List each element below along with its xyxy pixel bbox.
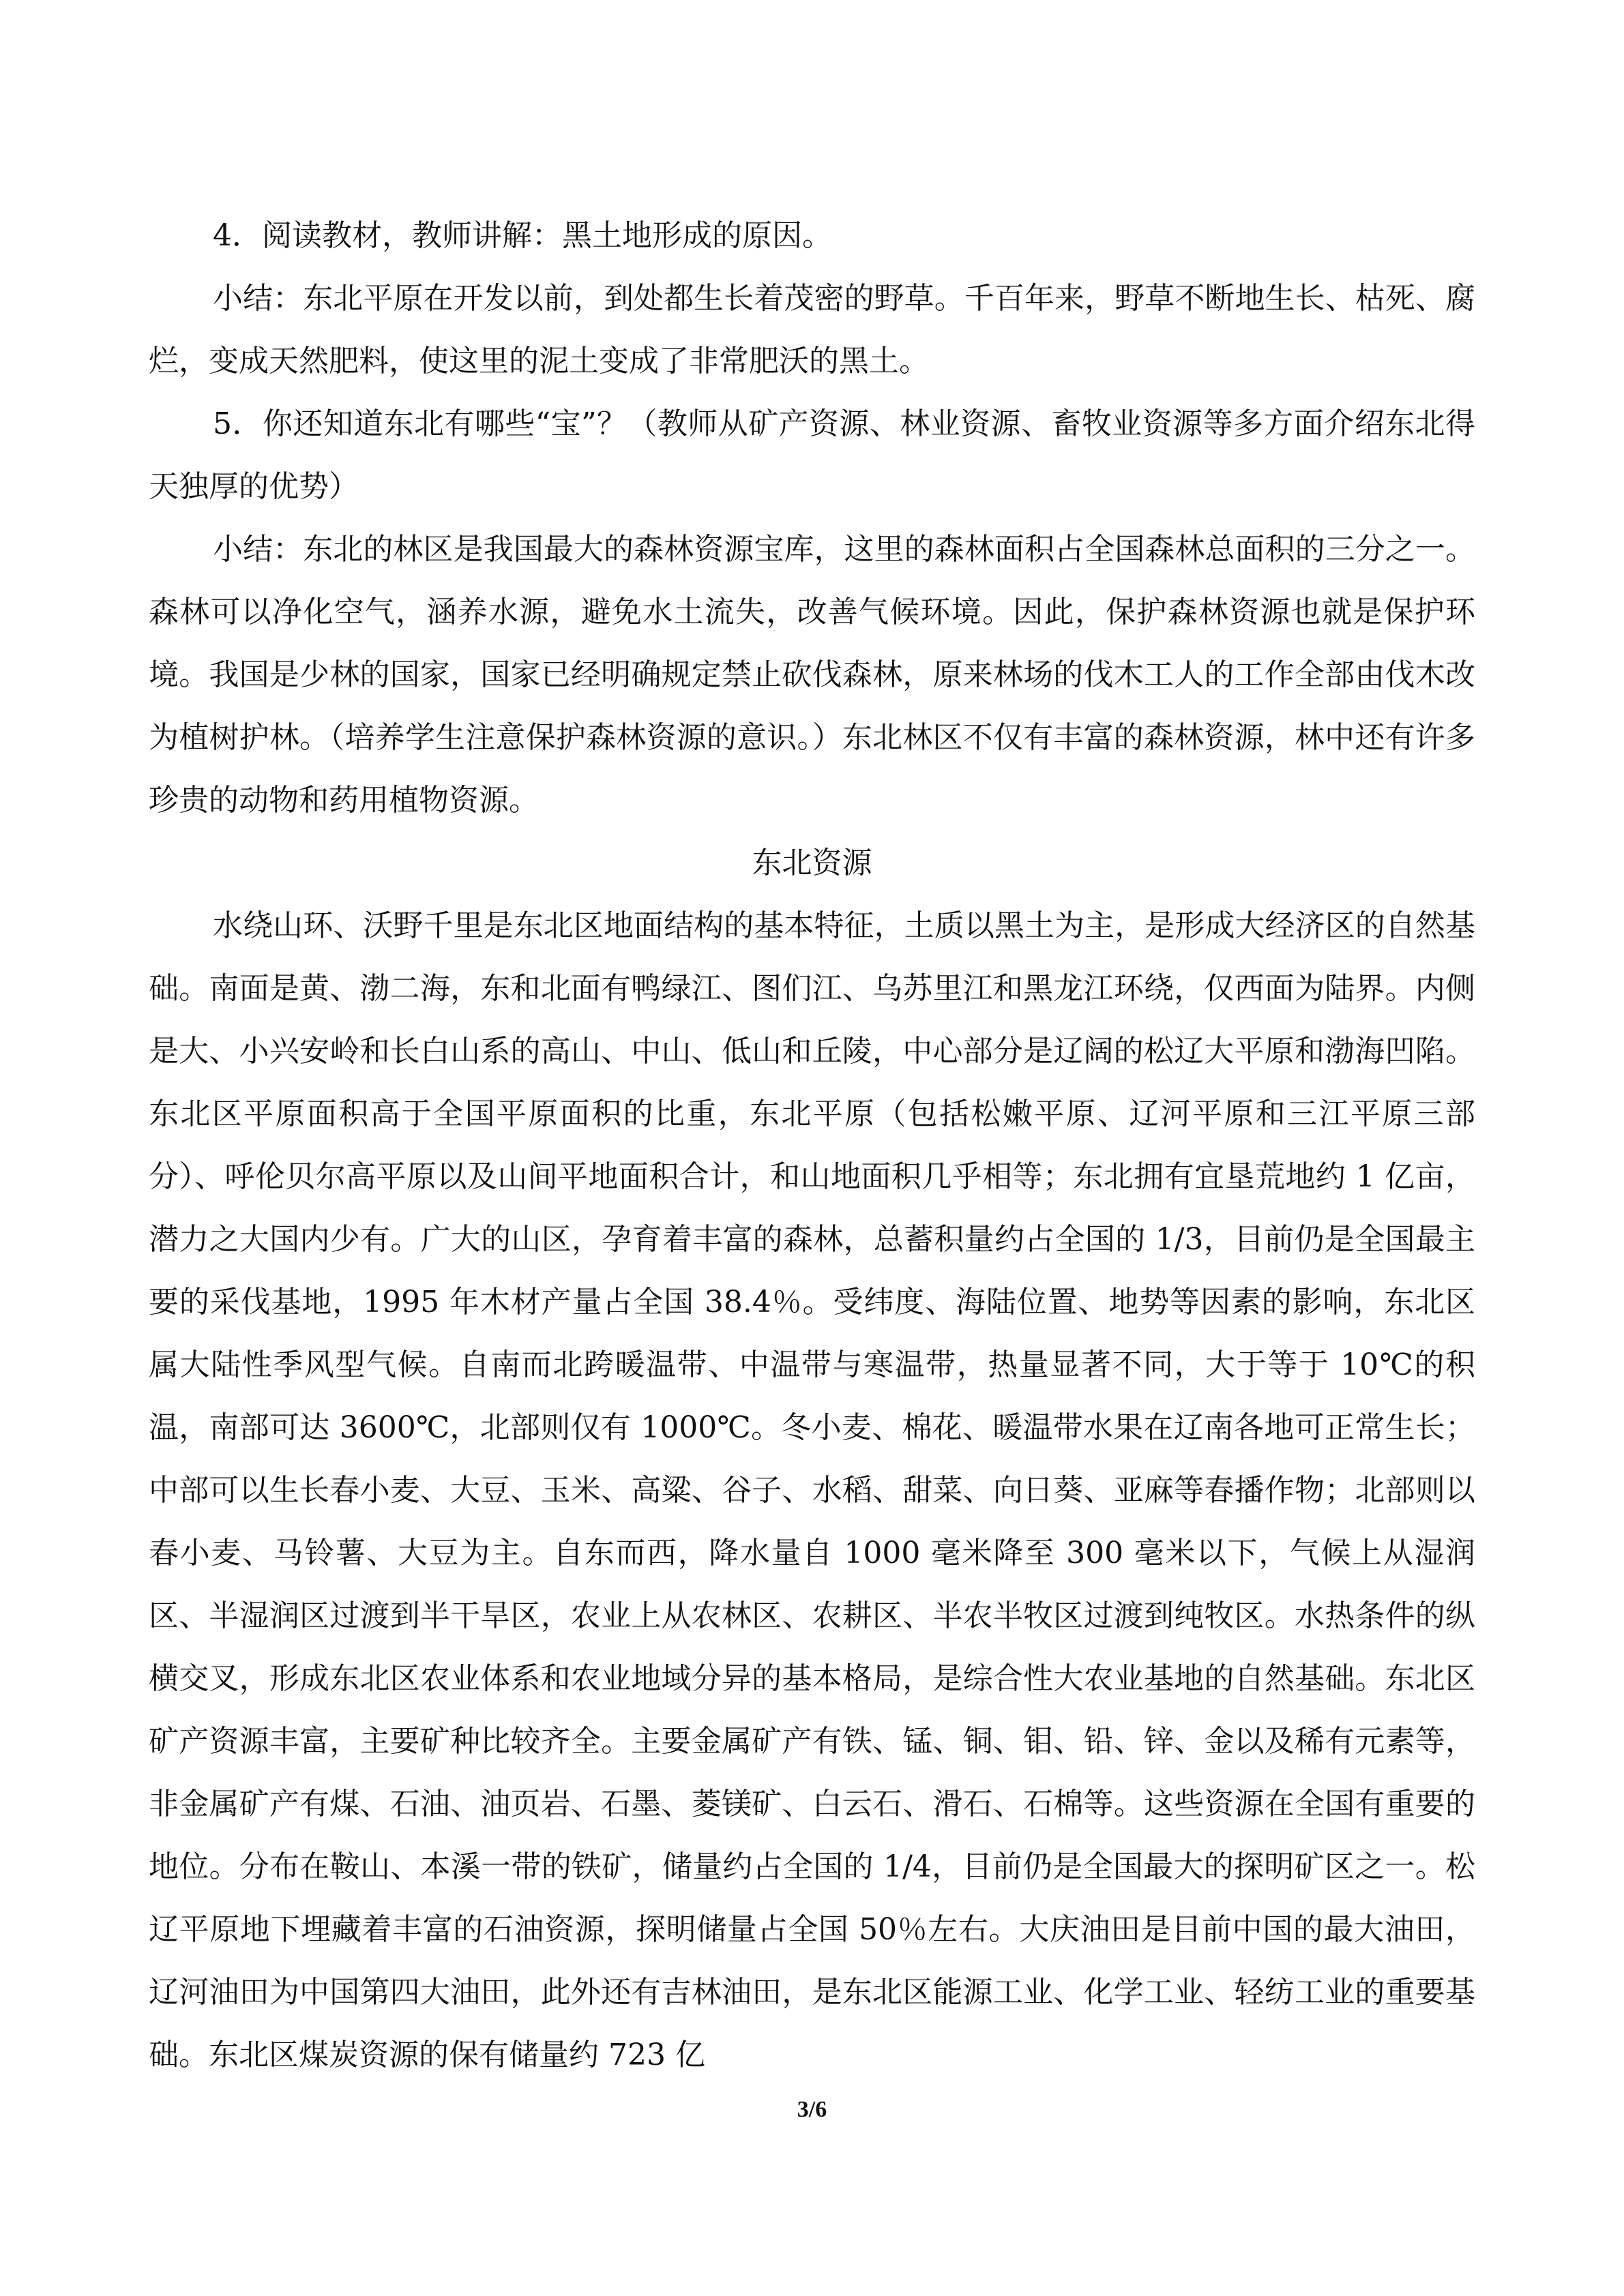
body-text [149,205,1475,2087]
page-number: 3/6 [797,2097,827,2122]
section-title: 东北资源 [752,846,872,880]
paragraph-step-4: 4．阅读教材，教师讲解：黑土地形成的原因。 [213,218,832,253]
paragraph-northeast-resources: 水绕山环、沃野千里是东北区地面结构的基本特征，土质以黑土为主，是形成大经济区的自然基础。南面是黄、渤二海，东和北面有鸭绿江、图们江、乌苏里江和黑龙江环绕，仅西面为陆界。内侧是大、小兴安岭和长白山系的高山、中山、低山和丘陵，中心部分是辽阔的松辽大平原和渤海凹陷。东北区平原面积高于全国平原面积的比重，东北平原（包括松嫩平原、辽河平原和三江平原三部分）、呼伦贝尔高平原以及山间平地面积合计，和山地面积几乎相等；东北拥有宜垦荒地约 1 亿亩，潜力之大国内少有。广大的山区，孕育着丰富的森林，总蓄积量约占全国的 1/3，目前仍是全国最主要的采伐基地，1995 年木材产量占全国 38.4％。受纬度、海陆位置、地势等因素的影响，东北区属大陆性季风型气候。自南而北跨暖温带、中温带与寒温带，热量显著不同，大于等于 10℃的积温，南部可达 3600℃，北部则仅有 1000℃。冬小麦、棉花、暖温带水果在辽南各地可正常生长；中部可以生长春小麦、大豆、玉米、高粱、谷子、水稻、甜菜、向日葵、亚麻等春播作物；北部则以春小麦、马铃薯、大豆为主。自东而西，降水量自 1000 毫米降至 300 毫米以下，气候上从湿润区、半湿润区过渡到半干旱区，农业上从农林区、农耕区、半农半牧区过渡到纯牧区。水热条件的纵横交叉，形成东北区农业体系和农业地域分异的基本格局，是综合性大农业基地的自然基础。东北区矿产资源丰富，主要矿种比较齐全。主要金属矿产有铁、锰、铜、钼、铅、锌、金以及稀有元素等，非金属矿产有煤、石油、油页岩、石墨、菱镁矿、白云石、滑石、石棉等。这些资源在全国有重要的地位。分布在鞍山、本溪一带的铁矿，储量约占全国的 1/4，目前仍是全国最大的探明矿区之一。松辽平原地下埋藏着丰富的石油资源，探明储量占全国 50％左右。大庆油田是目前中国的最大油田，辽河油田为中国第四大油田，此外还有吉林油田，是东北区能源工业、化学工业、轻纺工业的重要基础。东北区煤炭资源的保有储量约 723 亿 [149,908,1475,2072]
paragraph-summary-forest: 小结：东北的林区是我国最大的森林资源宝库，这里的森林面积占全国森林总面积的三分之一。森林可以净化空气，涵养水源，避免水土流失，改善气候环境。因此，保护森林资源也就是保护环境。我国是少林的国家，国家已经明确规定禁止砍伐森林，原来林场的伐木工人的工作全部由伐木改为植树护林。（培养学生注意保护森林资源的意识。）东北林区不仅有丰富的森林资源，林中还有许多珍贵的动物和药用植物资源。 [149,532,1475,818]
paragraph-summary-black-soil: 小结：东北平原在开发以前，到处都生长着茂密的野草。千百年来，野草不断地生长、枯死、腐烂，变成天然肥料，使这里的泥土变成了非常肥沃的黑土。 [149,281,1475,378]
paragraph-step-5: 5．你还知道东北有哪些“宝”？（教师从矿产资源、林业资源、畜牧业资源等多方面介绍东北得天独厚的优势） [149,406,1475,504]
